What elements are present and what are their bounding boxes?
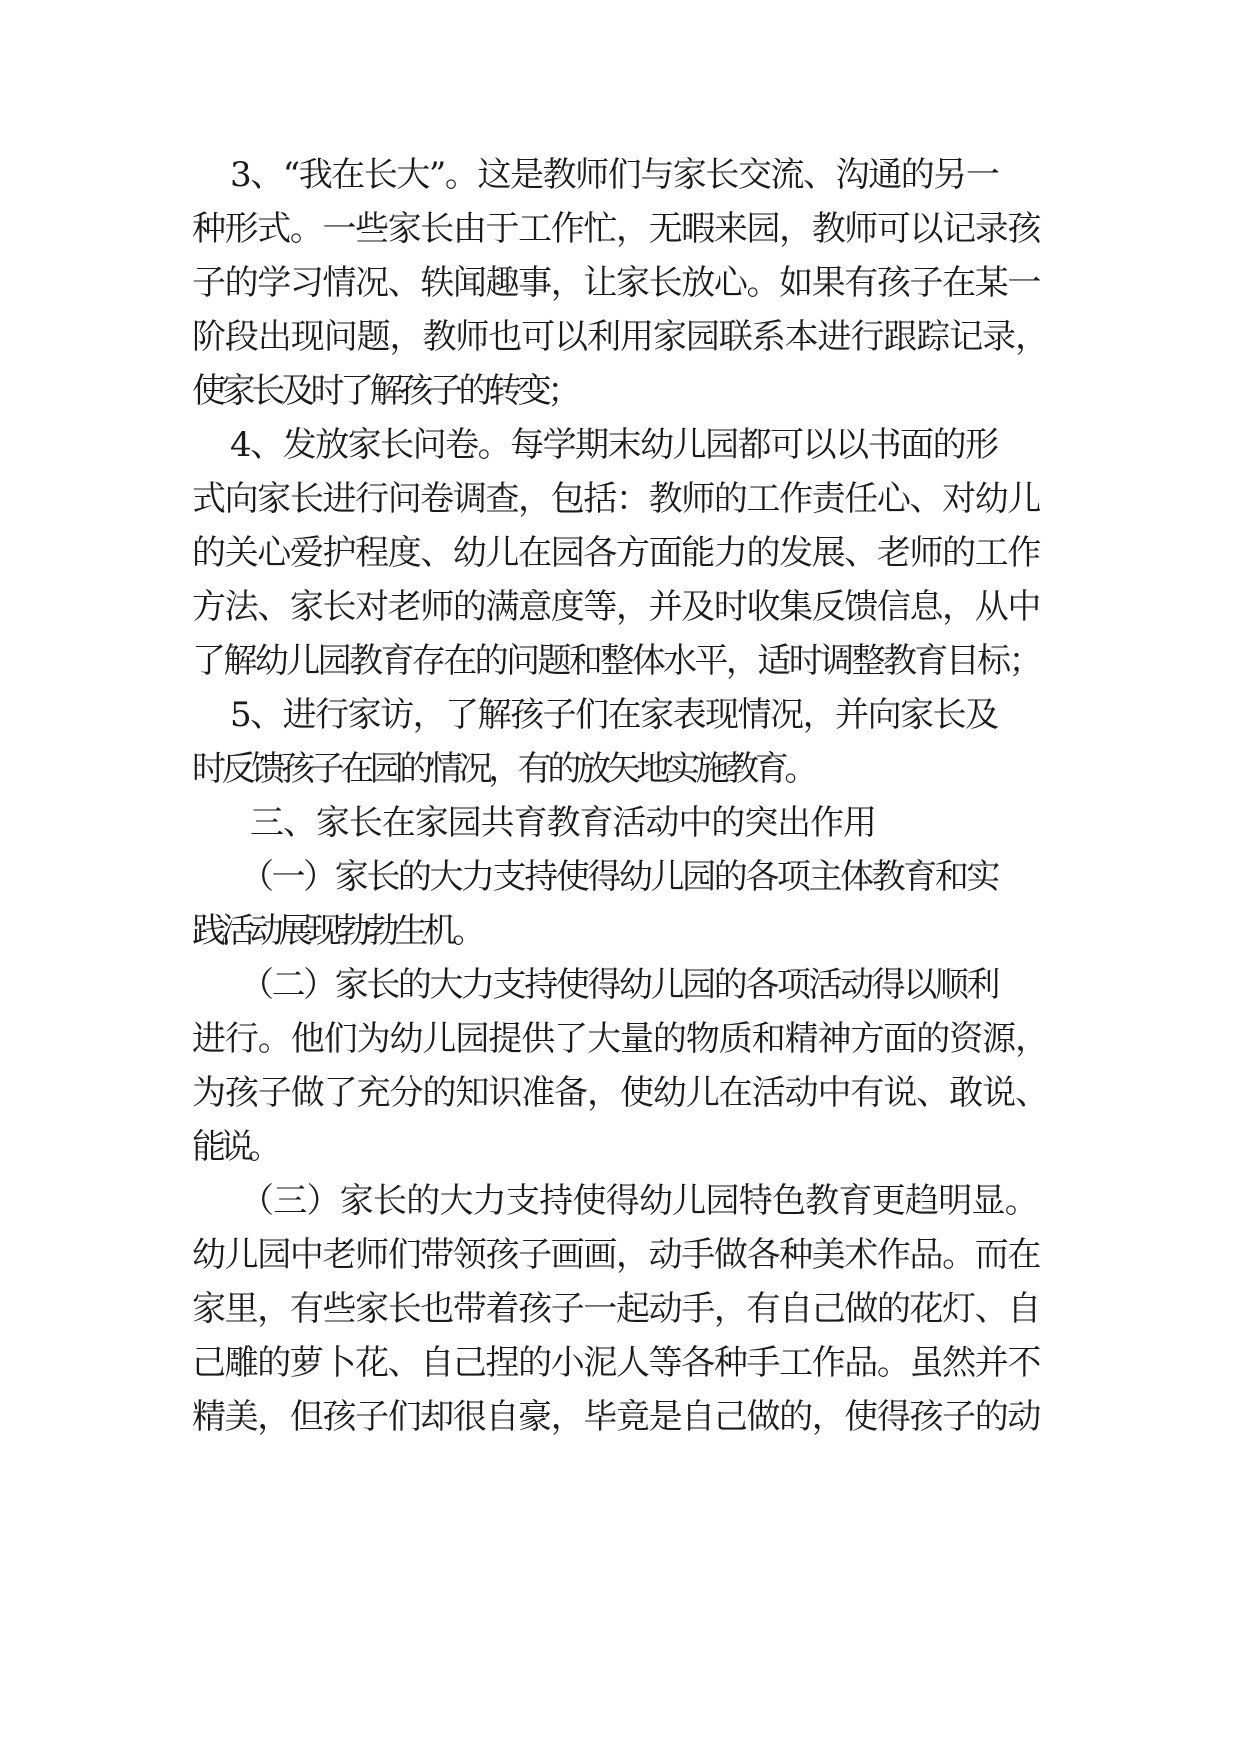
text-line: 精美，但孩子们却很自豪，毕竟是自己做的，使得孩子的动	[192, 1397, 1040, 1437]
text-line: 家里，有些家长也带着孩子一起动手，有自己做的花灯、自	[192, 1289, 1040, 1329]
text-line: 进行。他们为幼儿园提供了大量的物质和精神方面的资源，	[192, 1019, 1048, 1059]
text-line: 子的学习情况、轶闻趣事，让家长放心。如果有孩子在某一	[192, 263, 1040, 303]
text-line: 了解幼儿园教育存在的问题和整体水平，适时调整教育目标；	[192, 641, 1040, 681]
text-line: 4、发放家长问卷。每学期末幼儿园都可以以书面的形	[230, 425, 998, 465]
text-line: 能说。	[192, 1127, 276, 1167]
text-line: 的关心爱护程度、幼儿在园各方面能力的发展、老师的工作	[192, 533, 1040, 573]
text-line: 5、进行家访，了解孩子们在家表现情况，并向家长及	[230, 695, 998, 735]
text-line: （三）家长的大力支持使得幼儿园特色教育更趋明显。	[240, 1181, 1038, 1221]
text-line: 践活动展现勃勃生机。	[192, 911, 481, 951]
text-line: 时反馈孩子在园的情况，有的放矢地实施教育。	[192, 749, 814, 789]
text-line: 使家长及时了解孩子的转变；	[192, 371, 577, 411]
section-heading: 三、家长在家园共育教育活动中的突出作用	[250, 803, 876, 843]
text-line: 3、“我在长大”。这是教师们与家长交流、沟通的另一	[230, 155, 999, 195]
text-line: 方法、家长对老师的满意度等，并及时收集反馈信息，从中	[192, 587, 1040, 627]
text-line: 为孩子做了充分的知识准备，使幼儿在活动中有说、敢说、	[192, 1073, 1048, 1113]
text-line: （一）家长的大力支持使得幼儿园的各项主体教育和实	[240, 857, 998, 897]
text-line: 种形式。一些家长由于工作忙，无暇来园，教师可以记录孩	[192, 209, 1040, 249]
text-line: 己雕的萝卜花、自己捏的小泥人等各种手工作品。虽然并不	[192, 1343, 1040, 1383]
text-line: 阶段出现问题，教师也可以利用家园联系本进行跟踪记录，	[192, 317, 1048, 357]
text-line: 式向家长进行问卷调查，包括：教师的工作责任心、对幼儿	[192, 479, 1040, 519]
text-line: 幼儿园中老师们带领孩子画画，动手做各种美术作品。而在	[192, 1235, 1040, 1275]
text-line: （二）家长的大力支持使得幼儿园的各项活动得以顺利	[240, 965, 998, 1005]
